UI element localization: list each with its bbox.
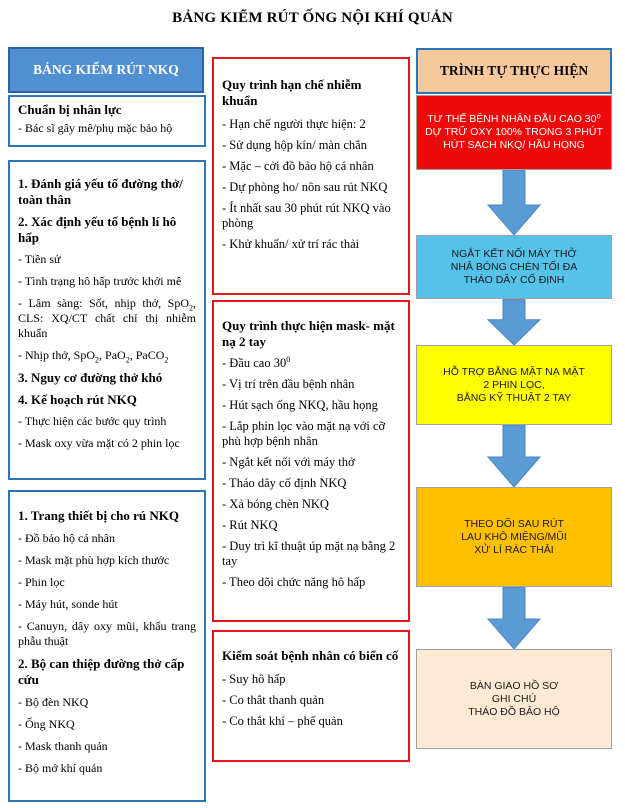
complication-item: - Co thắt khí – phế quản [222,714,343,728]
infection-control-item: - Sử dụng hộp kín/ màn chắn [222,138,367,152]
staff-prep-heading: Chuẩn bị nhân lực [18,102,122,117]
mask-procedure-item: - Duy trì kĩ thuật úp mặt nạ bằng 2 tay [222,539,396,568]
extubation-plan-heading: 4. Kế hoạch rút NKQ [18,392,137,407]
mask-procedure-item: - Xả bóng chèn NKQ [222,497,329,511]
infection-control-item: - Hạn chế người thực hiện: 2 [222,117,366,131]
infection-control-item: - Dự phòng ho/ nôn sau rút NKQ [222,180,388,194]
mask-procedure-item: - Hút sạch ống NKQ, hầu họng [222,398,378,412]
difficult-airway-heading: 3. Nguy cơ đường thở khó [18,370,163,385]
mask-procedure-heading: Quy trình thực hiện mask- mặt nạ 2 tay [222,318,395,349]
flow-step-3 [416,345,612,425]
flow-step-line: NGẮT KẾT NỐI MÁY THỞ [451,247,577,260]
mask-procedure-box [212,300,410,622]
flow-step-line: BÀN GIAO HỒ SƠ [469,679,559,692]
flow-arrow-down-icon [486,170,542,235]
flow-step-line: LAU KHÔ MIỆNG/MŨI [461,530,567,543]
mask-procedure-item: - Đầu cao $30^0$ [222,354,291,370]
mask-procedure-item: - Theo dõi chức năng hô hấp [222,575,366,589]
staff-prep-item: - Bác sĩ gây mê/phụ mặc bảo hộ [18,121,173,135]
flow-arrow-down-icon [486,587,542,649]
emergency-kit-heading: 2. Bộ can thiệp đường thở cấp cứu [18,656,185,687]
assessment-box [8,160,206,480]
emergency-kit-item: - Ống NKQ [18,717,75,731]
mask-procedure-item: - Vị trí trên đầu bệnh nhân [222,377,355,391]
flow-step-line: NHẢ BÓNG CHÈN TỐI ĐA [450,260,578,273]
emergency-kit-item: - Mask thanh quản [18,739,108,753]
clinical-item: - Lâm sàng: Sốt, nhịp thở, SpO$_2$, CLS: XQ/CT chất chỉ thị nhiễm khuẩn [18,296,196,340]
complication-item: - Co thắt thanh quản [222,693,325,707]
complication-heading: Kiểm soát bệnh nhân có biến cố [222,648,399,663]
equipment-heading: 1. Trang thiết bị cho rú NKQ [18,508,179,523]
flow-step-line: HÚT SẠCH NKQ/ HẦU HỌNG [443,139,585,151]
infection-control-heading: Quy trình hạn chế nhiễm khuẩn [222,77,362,108]
infection-control-item: - Ít nhất sau 30 phút rút NKQ vào phòng [222,201,391,230]
respiratory-factor-heading: 2. Xác định yếu tố bệnh lí hô hấp [18,214,177,245]
flow-step-line: THEO DÕI SAU RÚT [464,517,564,530]
oxygen-mask-item: - Mask oxy vừa mặt có 2 phin lọc [18,436,180,450]
infection-control-box [212,57,410,295]
equipment-item: - Mask mặt phù hợp kích thước [18,553,170,567]
flow-step-5 [416,649,612,749]
infection-control-item: - Khử khuẩn/ xử trí rác thải [222,237,360,251]
flow-step-line: XỬ LÍ RÁC THẢI [474,543,554,556]
complication-box [212,630,410,762]
right-header: TRÌNH TỰ THỰC HIỆN [416,48,612,94]
flow-step-4 [416,487,612,587]
flow-step-2 [416,235,612,299]
equipment-box [8,490,206,802]
flow-arrow-down-icon [486,425,542,487]
pre-induction-item: - Tình trạng hô hấp trước khởi mê [18,274,182,288]
equipment-item: - Máy hút, sonde hút [18,597,118,611]
flow-step-line: HỖ TRỢ BẰNG MẶT NẠ MẶT [443,365,585,378]
mask-procedure-item: - Rút NKQ [222,518,278,532]
left-header: BẢNG KIỂM RÚT NKQ [8,47,204,93]
flow-arrow-down-icon [486,299,542,345]
flow-step-line: DỰ TRỮ OXY 100% TRONG 3 PHÚT [425,126,603,138]
procedure-steps-item: - Thực hiện các bước quy trình [18,414,167,428]
flow-step-1 [416,95,612,170]
equipment-item: - Phin lọc [18,575,65,589]
staff-prep-box [8,95,206,147]
equipment-item: - Đồ bảo hộ cá nhân [18,531,115,545]
emergency-kit-item: - Bộ đèn NKQ [18,695,89,709]
flow-step-line: 2 PHIN LỌC, [483,378,545,391]
mask-procedure-item: - Lắp phin lọc vào mặt nạ với cỡ phù hợp bệnh nhân [222,419,386,448]
airway-assessment-heading: 1. Đánh giá yếu tố đường thở/ toàn thân [18,176,183,207]
mask-procedure-item: - Tháo dây cố định NKQ [222,476,347,490]
flow-step-line: GHI CHÚ [491,692,537,705]
flow-step-line: TƯ THẾ BỆNH NHÂN ĐẦU CAO 30⁰ [427,113,601,125]
vitals-item: - Nhịp thở, SpO$_2$, PaO$_2$, PaCO$_2$ [18,348,169,365]
flow-step-line: THÁO DÂY CỐ ĐỊNH [463,273,565,286]
complication-item: - Suy hô hấp [222,672,286,686]
flow-step-line: THÁO ĐỒ BẢO HỘ [468,705,560,718]
history-item: - Tiền sử [18,252,61,266]
infection-control-item: - Mặc – cởi đồ bảo hộ cá nhân [222,159,374,173]
page-title: BẢNG KIỂM RÚT ỐNG NỘI KHÍ QUẢN [172,10,453,26]
equipment-item: - Canuyn, dây oxy mũi, khẩu trang phẫu thuật [18,619,196,648]
emergency-kit-item: - Bộ mở khí quản [18,761,103,775]
mask-procedure-item: - Ngắt kết nối với máy thở [222,455,355,469]
flow-step-line: BẰNG KỸ THUẬT 2 TAY [456,391,572,404]
